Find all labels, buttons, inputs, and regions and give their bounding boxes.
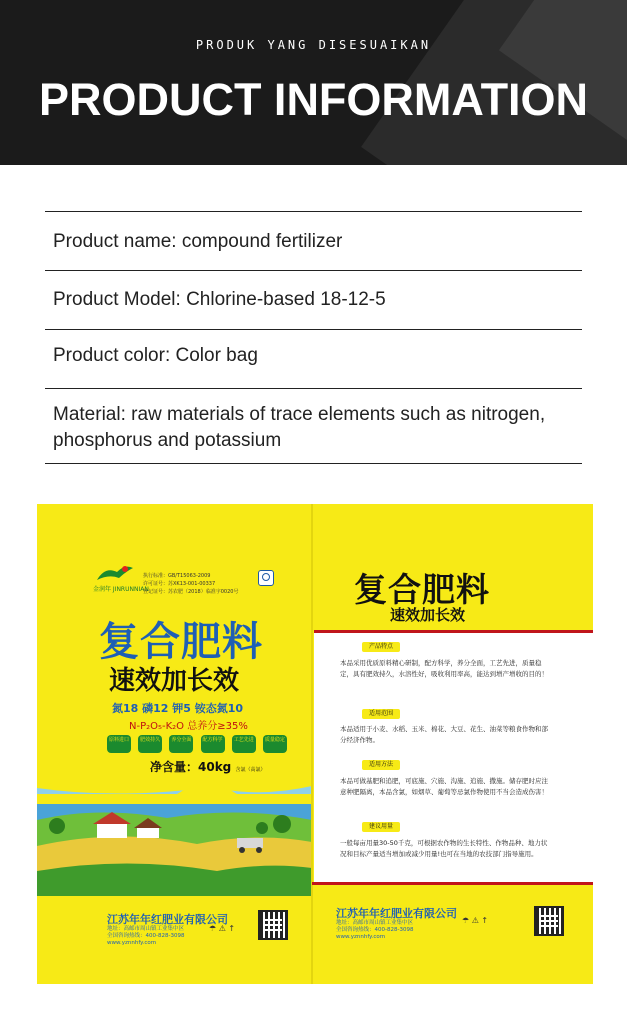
section-text: 本品适用于小麦、水稻、玉米、棉花、大豆、花生、油菜等粮食作物和部分经济作物。 xyxy=(340,725,548,744)
back-subtitle: 速效加长效 xyxy=(390,606,466,624)
feature-badge: 养分全面 xyxy=(169,735,193,753)
package-back xyxy=(312,504,593,984)
net-weight-value: 净含量：40kg xyxy=(150,760,232,774)
company-phone: 全国咨询热线：400-828-3098 xyxy=(336,927,414,933)
company-name: 江苏年年红肥业有限公司 xyxy=(336,907,457,920)
company-phone: 全国咨询热线：400-828-3098 xyxy=(107,933,185,939)
company-address: 地址：高邮市周山镇工业集中区 xyxy=(336,920,414,926)
feature-badge: 工艺先进 xyxy=(232,735,256,753)
handling-icons: ☂ ⚠ ↑ xyxy=(209,924,236,933)
section-text: 本品采用优质原料精心研制，配方科学，养分全面，工艺先进，质量稳定，具有肥效持久，水溶性好，吸收利用率高，能达到增产增收的目的！ xyxy=(340,659,548,678)
feature-badge: 原料进口 xyxy=(107,735,131,753)
info-row-material xyxy=(45,388,582,464)
info-model: Product Model: Chlorine-based 18-12-5 xyxy=(53,289,386,310)
info-color: Product color: Color bag xyxy=(53,345,258,366)
spec-line: 执行标准：GB/T15063-2009 xyxy=(143,573,211,579)
section-label: 产品特点 xyxy=(362,642,400,652)
info-name: Product name: compound fertilizer xyxy=(53,231,343,252)
farmland-illustration xyxy=(37,776,312,896)
company-website: www.yznnhfy.com xyxy=(107,940,157,946)
spec-line: 登记证号：苏农肥（2018）临准字0020号 xyxy=(143,589,239,595)
net-weight-note: 含氯（高氯） xyxy=(235,767,266,773)
page-title: PRODUCT INFORMATION xyxy=(38,74,589,125)
brand-name: 金润年 JINRUNNIAN xyxy=(93,586,149,593)
section-label: 建议用量 xyxy=(362,822,400,832)
info-row-name xyxy=(45,211,582,270)
spec-line: 许可证号：苏XK13-001-00337 xyxy=(143,581,216,587)
brand-logo-icon xyxy=(95,562,135,584)
spec-block xyxy=(143,572,238,596)
panel-border xyxy=(314,630,593,633)
company-contact xyxy=(336,920,413,941)
handling-icons: ☂ ⚠ ↑ xyxy=(462,916,489,925)
certification-icon xyxy=(258,570,274,586)
info-material: Material: raw materials of trace elements such as nitrogen, phosphorus and potassium xyxy=(53,404,546,451)
total-nutrient: N-P₂O₅-K₂O 总养分≥35% xyxy=(129,721,248,732)
net-weight xyxy=(150,758,265,775)
company-address: 地址：高邮市周山镇工业集中区 xyxy=(107,926,185,932)
section-text: 本品可做基肥和追肥，可底施、穴施、沟施、追施、撒施。储存肥时应注意种肥隔离，本品含氯，如烟草、葡萄等忌氯作物使用不当会造成伤害！ xyxy=(340,777,548,796)
package-front xyxy=(37,504,312,984)
product-info-list xyxy=(45,211,582,464)
info-row-model xyxy=(45,270,582,329)
company-contact xyxy=(107,926,184,947)
package-title: 复合肥料 xyxy=(99,619,263,665)
info-row-color xyxy=(45,329,582,388)
feature-badge: 配方科学 xyxy=(201,735,225,753)
section-text: 一般每亩用量30-50千克，可根据农作物的生长特性、作物品种、地力状况和目标产量适当增加或减少用量!也可在当地的农技部门指导施用。 xyxy=(340,839,548,858)
package-subtitle: 速效加长效 xyxy=(109,666,240,696)
panel-border xyxy=(312,882,593,885)
feature-badge: 肥效持久 xyxy=(138,735,162,753)
package-image xyxy=(37,504,593,984)
section-label: 适用方法 xyxy=(362,760,400,770)
feature-badge: 质量稳定 xyxy=(263,735,287,753)
header-banner xyxy=(0,0,627,165)
header-subtitle: PRODUK YANG DISESUAIKAN xyxy=(195,38,432,52)
section-label: 适用范围 xyxy=(362,709,400,719)
company-name: 江苏年年红肥业有限公司 xyxy=(107,913,228,926)
qr-code-icon xyxy=(258,910,288,940)
nutrient-line: 氮18 磷12 钾5 铵态氮10 xyxy=(112,702,244,715)
company-website: www.yznnhfy.com xyxy=(336,934,386,940)
feature-badges xyxy=(107,735,287,753)
qr-code-icon xyxy=(534,906,564,936)
back-title: 复合肥料 xyxy=(354,570,490,609)
